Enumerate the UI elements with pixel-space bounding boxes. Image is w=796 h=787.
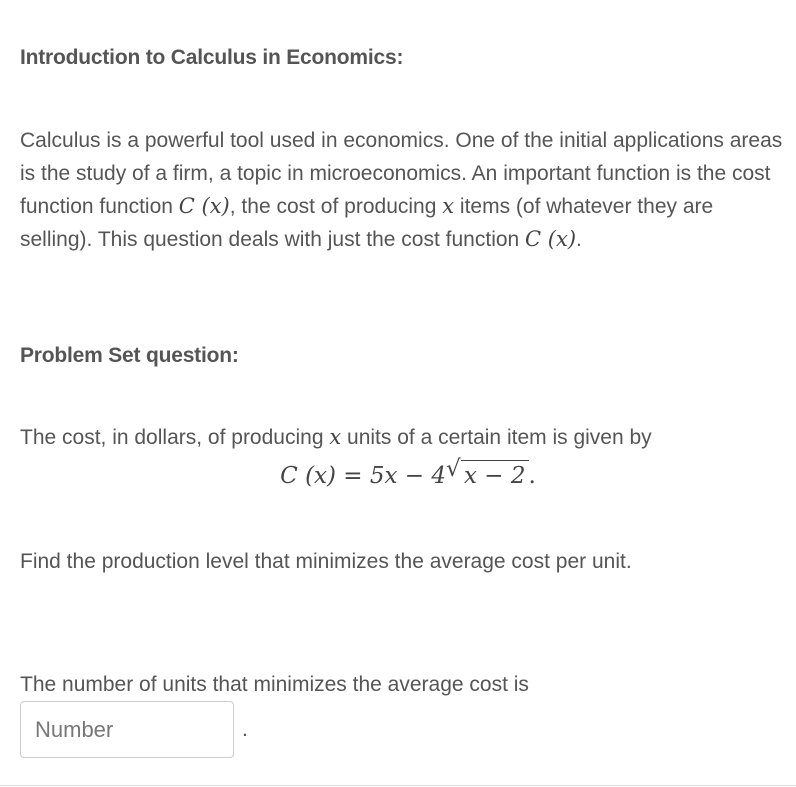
- find-instruction: Find the production level that minimizes the average cost per unit.: [20, 550, 632, 573]
- intro-text-1: Calculus is a powerful tool used in economics. One of the initial applications areas is the study of a firm, a topic in microeconomics. An important function is the cost function function: [20, 129, 783, 218]
- cost-text-2: units of a certain item is given by: [341, 426, 652, 449]
- intro-text-2: , the cost of producing: [229, 195, 443, 218]
- square-root: [446, 456, 529, 489]
- intro-text-3: items (of whatever they are selling). This question deals with just the cost function: [20, 195, 714, 251]
- math-variable-x: x: [442, 194, 455, 218]
- formula-end: .: [528, 463, 536, 489]
- cost-text-1: The cost, in dollars, of producing: [20, 426, 330, 449]
- math-cost-function: C (x): [525, 227, 577, 251]
- math-cost-function: C (x): [178, 194, 230, 218]
- intro-paragraph: [20, 124, 785, 256]
- answer-number-input[interactable]: [20, 701, 234, 758]
- math-variable-x: x: [329, 425, 342, 449]
- bottom-divider: [0, 785, 796, 786]
- intro-heading: Introduction to Calculus in Economics:: [20, 46, 404, 69]
- intro-text-4: .: [576, 228, 582, 251]
- problem-heading: Problem Set question:: [20, 344, 239, 367]
- radical-sign-icon: √: [446, 456, 461, 482]
- answer-suffix: .: [242, 718, 248, 741]
- cost-formula: [0, 456, 796, 489]
- formula-radicand: x − 2: [461, 460, 529, 489]
- formula-lhs: C (x) = 5x − 4: [280, 463, 447, 489]
- answer-prompt: The number of units that minimizes the average cost is: [20, 673, 529, 696]
- cost-paragraph: [20, 421, 785, 454]
